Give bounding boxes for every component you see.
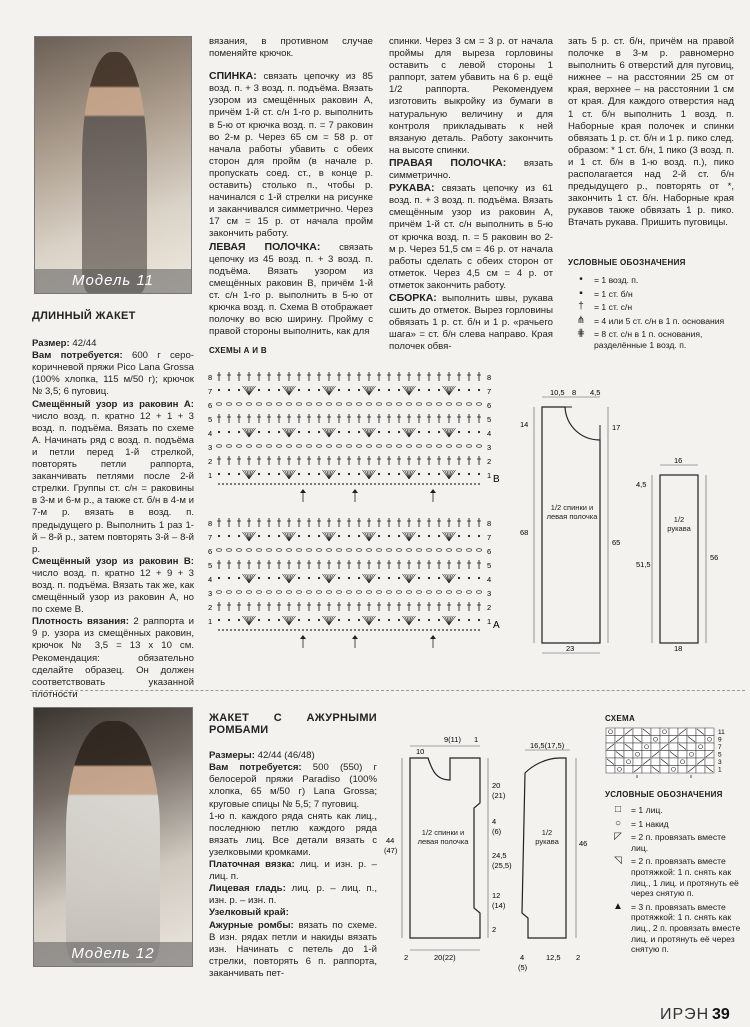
row-number: 5 [208, 415, 213, 424]
assembly-value: выполнить швы, рукава сшить до отметок. Вырез горловины обвязать 1 р. ст. б/н и 1 р. «рачьего шага» = ст. б/н слева направо. Края полочек обвя- [389, 292, 553, 353]
need-label: Вам потребуется: [32, 350, 123, 362]
yarn-over-icon: ○ [614, 817, 622, 829]
ssk-icon: ◹ [614, 855, 622, 867]
right-front-label: ПРАВАЯ ПОЛОЧКА: [389, 156, 507, 169]
row-number: 6 [487, 401, 492, 410]
page-number: 39 [712, 1006, 730, 1023]
back-label: СПИНКА: [209, 70, 257, 83]
row-number: 6 [208, 547, 213, 556]
dim-top-2: 8 [572, 388, 577, 397]
legend-text: = 1 накид [631, 818, 669, 829]
legend-row [605, 856, 743, 898]
knit-stitch-icon: □ [614, 804, 622, 815]
row-number: 2 [487, 457, 492, 466]
scheme-a [208, 518, 500, 648]
m12-r-9: 2 [492, 925, 497, 934]
legend-list [568, 275, 734, 351]
m12-stock-value: лиц. р. – лиц. п., изн. р. – изн. п. [209, 883, 377, 907]
col2-intro: вязания, в противном случае поменяйте крючок. [209, 36, 373, 60]
row-number: 8 [487, 519, 492, 528]
back-value: связать цепочку из 85 возд. п. + 3 возд. п. подъёма. Вязать узором из смещённых раковин А, причём 1-й ст. с/н 1-го р. выполнить в 5-ю от крючка возд. п. = 7 раковин во 2-м р. Через 65 см = 58 р. от начала работы убавить с обеих сторон для пройм (в начале р. пропускать соед. ст., в конце р. оставить) столько п., чтобы р. начинался с 1-й стрелки на рисунке и заканчивался симметрично. Через 17 см = 15 р. от начала пройм закончить работу. [209, 71, 373, 240]
scheme-letter: B [493, 474, 500, 485]
m12-sleeve-bl-2: (5) [518, 963, 528, 972]
left-front-label: ЛЕВАЯ ПОЛОЧКА: [209, 240, 321, 253]
m12-left-1: 44 [386, 836, 395, 845]
m12-r-1: 20 [492, 781, 501, 790]
m12-piece-back-label: 1/2 спинки и левая полочка [417, 828, 469, 846]
dim-body-h: 68 [520, 528, 529, 537]
row-number: 6 [208, 401, 213, 410]
model-12-title: ЖАКЕТ С АЖУРНЫМИ РОМБАМИ [209, 712, 377, 737]
row-number: 3 [208, 589, 213, 598]
model-12-photo [33, 707, 193, 967]
left-front-value: связать цепочку из 45 возд. п. + 3 возд. п. подъёма. Вязать узором из смещённых раковин В, причём 1-й ст. с/н 1-го р. выполнить в 5-ю от крючка возд. п. Схема В отображает полочку во всю ширину. Пройму с правой стороны выполнить, как для [209, 241, 373, 338]
scheme-row-number: 5 [718, 751, 722, 759]
density-value: 2 раппорта и 9 р. узора из смещённых раковин, крючок № 3,5 = 13 х 10 см. Рекомендация: обязательно сделайте образец. Он должен соответствовать указанной плотности [32, 616, 194, 700]
m12-scheme-label: СХЕМА [605, 714, 636, 723]
row-number: 1 [487, 471, 492, 480]
row-number: 7 [208, 387, 213, 396]
legend-text: = 2 п. провязать вместе протяжкой: 1 п. снять как лиц., 1 лиц. и протянуть её через снятую п. [631, 856, 739, 899]
m12-r-6: (25,5) [492, 861, 512, 870]
schemes-label: СХЕМЫ А И В [209, 346, 267, 355]
m12-top-num-1: 9(11) [444, 735, 461, 744]
m12-r-7: 12 [492, 891, 501, 900]
legend-text: = 1 ст. б/н [594, 288, 633, 299]
legend-row [568, 289, 734, 300]
model-11-photo [34, 36, 192, 294]
m12-need-value: 500 (550) г белосерой пряжи Paradiso (100% хлопка, 65 м/50 г) Lana Grossa; круговые спицы № 5,5; 7 пуговиц. [209, 762, 377, 810]
need-value: 600 г серо-коричневой пряжи Pico Lana Grossa (100% хлопка, 115 м/50 г); крючок № 3,5; 6 пуговиц. [32, 350, 194, 398]
dim-top-1: 10,5 [550, 388, 565, 397]
legend-row [605, 902, 743, 955]
row-number: 1 [487, 617, 492, 626]
shell-eight-icon: ⋕ [576, 328, 586, 340]
m12-r-2: (21) [492, 791, 506, 800]
row-number: 7 [208, 533, 213, 542]
row-number: 8 [208, 519, 213, 528]
double-crochet-icon: † [578, 301, 584, 313]
col4-text: зать 5 р. ст. б/н, причём на правой полочке в 3-м р. равномерно выполнить 6 отверстий для пуговиц, нижнее – на расстоянии 25 см от края, верхнее – на расстоянии 1 см от края. Для каждого отверстия над 1 ст. б/н выполнить 1 возд. п. Наборные края полочек и спинки обвязать 1 р. ст. б/н и 1 р. пико след. образом: * 1 ст. б/н, 1 пико (3 возд. п. и 1 ст. б/н в 1-ю возд. п.), пико располагается над 2-й ст. б/н предыдущего р., повторять от *, закончить 1 ст. б/н. Наборные края рукавов также обвязать 1 р. пико. Втачать рукава. Пришить пуговицы. [568, 36, 734, 229]
m12-legend-title: УСЛОВНЫЕ ОБОЗНАЧЕНИЯ [605, 790, 723, 799]
sleeve-mid: 51,5 [636, 560, 651, 569]
dim-bottom: 23 [566, 644, 575, 653]
scheme-row-number: 3 [718, 759, 722, 766]
m12-lace-label: Ажурные ромбы: [209, 919, 294, 931]
scheme-row-number: 7 [718, 744, 722, 751]
m12-r-8: (14) [492, 901, 506, 910]
m12-garter-label: Платочная вязка: [209, 859, 295, 871]
m12-size-value: 42/44 (46/48) [257, 750, 315, 762]
scheme-letter: A [493, 620, 500, 631]
m12-sleeve-top: 16,5(17,5) [530, 741, 565, 750]
legend-row [605, 832, 743, 853]
assembly-label: СБОРКА: [389, 291, 437, 304]
legend-row [568, 316, 734, 327]
model-11-legend [568, 258, 734, 354]
m12-sleeve-bottom: 12,5 [546, 953, 561, 962]
legend-text: = 1 возд. п. [594, 275, 639, 285]
row-number: 1 [208, 617, 213, 626]
m12-scheme-grid [604, 726, 740, 778]
row-number: 6 [487, 547, 492, 556]
m12-sleeve-bl-1: 4 [520, 953, 525, 962]
model-11-title: ДЛИННЫЙ ЖАКЕТ [32, 310, 136, 322]
footer-brand: ИРЭН [660, 1006, 710, 1023]
m12-sleeve-right: 46 [579, 839, 588, 848]
row-number: 3 [208, 443, 213, 452]
legend-row [605, 819, 743, 830]
row-number: 2 [208, 457, 213, 466]
m12-r-5: 24,5 [492, 851, 507, 860]
dim-right-h: 17 [612, 423, 621, 432]
row-number: 4 [487, 429, 492, 438]
row-number: 5 [487, 561, 492, 570]
m12-top-num-2: 1 [474, 735, 479, 744]
model-11-col1 [32, 310, 194, 701]
row-number: 3 [487, 443, 492, 452]
row-number: 5 [487, 415, 492, 424]
piece-sleeve-label: 1/2 рукава [667, 515, 691, 533]
model-11-col3 [389, 36, 553, 353]
section-divider [30, 690, 745, 691]
m12-lace-value: вязать по схеме. В изн. рядах петли и накиды вязать изн. Начинать с петель до 1-й стрелки, повторять 6 п. раппорта, заканчивать пет- [209, 919, 377, 979]
row-number: 7 [487, 533, 492, 542]
legend-text: = 3 п. провязать вместе протяжкой: 1 п. снять как лиц., 2 п. провязать вместе лиц. и протянуть её через снятую п. [631, 901, 741, 955]
m12-bottom-left: 2 [404, 953, 409, 962]
model-11-col4 [568, 36, 734, 230]
right-front-value: вязать симметрично. [389, 157, 554, 182]
model-12-text [209, 712, 377, 980]
dim-top-3: 4,5 [590, 388, 601, 397]
slip-stitch-icon: ▪ [579, 287, 583, 299]
sleeve-right: 56 [710, 553, 719, 562]
legend-row [568, 302, 734, 313]
m12-size-label: Размеры: [209, 750, 255, 762]
legend-row [568, 275, 734, 286]
piece-back-label: 1/2 спинки и левая полочка [546, 503, 598, 521]
row-number: 3 [487, 589, 492, 598]
legend-text: = 2 п. провязать вместе лиц. [631, 832, 726, 853]
dim-left-h: 14 [520, 420, 529, 429]
row-number: 4 [208, 429, 213, 438]
col3-intro: спинки. Через 3 см = 3 р. от начала проймы для выреза горловины оставить с левой стороны 1 раппорт, затем убавить на 6 р. ещё 1/2 раппорта. Рекомендуем изготовить выкройку из бумаги в натуральную величину и для контроля прикладывать к ней вязаную деталь. Работу закончить на высоте спинки. [389, 36, 553, 156]
m12-r-4: (6) [492, 827, 502, 836]
k2tog-icon: ◸ [614, 831, 622, 843]
sleeve-left: 4,5 [636, 480, 647, 489]
m12-legend-list [605, 805, 743, 955]
model-11-col2 [209, 36, 373, 338]
legend-title: УСЛОВНЫЕ ОБОЗНАЧЕНИЯ [568, 258, 686, 267]
m12-need-label: Вам потребуется: [209, 762, 302, 774]
sleeve-top: 16 [674, 456, 683, 465]
sleeve-outline [660, 475, 698, 643]
sleeve-bottom: 18 [674, 644, 683, 653]
legend-text: = 8 ст. с/н в 1 п. основания, разделённые 1 возд. п. [594, 329, 703, 350]
m12-back-top: 10 [416, 747, 425, 756]
m12-garter-value: лиц. и изн. р. – лиц. п. [209, 859, 378, 883]
m12-piece-sleeve-label: 1/2 рукава [535, 828, 559, 846]
model-12-pattern [380, 728, 605, 978]
row-number: 2 [208, 603, 213, 612]
legend-row [568, 329, 734, 350]
row-number: 8 [208, 373, 213, 382]
dim-body-lower: 65 [612, 538, 621, 547]
row-number: 2 [487, 603, 492, 612]
m12-legend [605, 790, 743, 958]
row-number: 7 [487, 387, 492, 396]
cdd-icon: ▲ [613, 900, 623, 912]
scheme-row-number: 1 [718, 766, 722, 774]
scheme-row-number: 9 [718, 736, 722, 744]
chain-stitch-icon: • [579, 274, 583, 285]
row-number: 4 [487, 575, 492, 584]
pattern-b-label: Смещённый узор из раковин В: [32, 555, 194, 567]
crochet-schemes [205, 362, 525, 657]
legend-text: = 4 или 5 ст. с/н в 1 п. основания [594, 315, 725, 326]
sleeves-label: РУКАВА: [389, 182, 435, 195]
model-11-pattern [520, 385, 740, 660]
m12-sleeve-br: 2 [576, 953, 581, 962]
legend-row [605, 805, 743, 816]
scheme-b [208, 372, 500, 502]
m12-left-2: (47) [384, 846, 398, 855]
model-11-tag: Модель 11 [35, 269, 191, 293]
pattern-a-value: число возд. п. кратно 12 + 1 + 3 возд. п. подъёма. Вязать по схеме А. Начинать ряд с возд. п. подъёма и петли перед 1-й стрелкой, повторять петли раппорта, заканчивать петлями после 2-й стрелки. Группы ст. с/н = раковины в 3-м и 6-м р., а также ст. б/н в 4-м и 7-м р. вязать в возд. п. предыдущего р. Выполнить 1 раз 1-й – 8-й р., затем повторять 3-й – 8-й р. [32, 410, 194, 555]
m12-r-3: 4 [492, 817, 497, 826]
legend-text: = 1 лиц. [631, 805, 663, 815]
m12-stock-label: Лицевая гладь: [209, 883, 286, 895]
m12-edge-intro: 1-ю п. каждого ряда снять как лиц., последнюю петлю каждого ряда вязать лиц. Все детали вязать с узелковыми кромками. [209, 810, 377, 858]
pattern-a-label: Смещённый узор из раковин А: [32, 398, 194, 410]
size-value: 42/44 [72, 338, 97, 350]
scheme-row-number: 11 [718, 729, 725, 736]
row-number: 5 [208, 561, 213, 570]
legend-text: = 1 ст. с/н [594, 302, 633, 313]
sleeves-value: связать цепочку из 61 возд. п. + 3 возд. п. подъёма. Вязать смещённым узор из раковин А, причём 1-й ст. с/н выполнить в 5-ю от крючка возд. п. = 5 раковин во 2-м р. Через 51,5 см = 46 р. от начала работы сделать с обеих сторон от отметок. Через 4,5 см = 4 р. от отметок закончить работу. [389, 183, 553, 291]
m12-bottom: 20(22) [434, 953, 456, 962]
row-number: 8 [487, 373, 492, 382]
density-label: Плотность вязания: [32, 616, 129, 628]
row-number: 4 [208, 575, 213, 584]
size-label: Размер: [32, 338, 70, 350]
row-number: 1 [208, 471, 213, 480]
pattern-b-value: число возд. п. кратно 12 + 9 + 3 возд. п. подъёма. Вязать так же, как смещённый узор из раковин А, но по схеме В. [32, 567, 194, 616]
m12-knot-label: Узелковый край: [209, 907, 289, 919]
shell-four-icon: ⋔ [576, 314, 586, 326]
model-12-tag: Модель 12 [34, 942, 192, 966]
